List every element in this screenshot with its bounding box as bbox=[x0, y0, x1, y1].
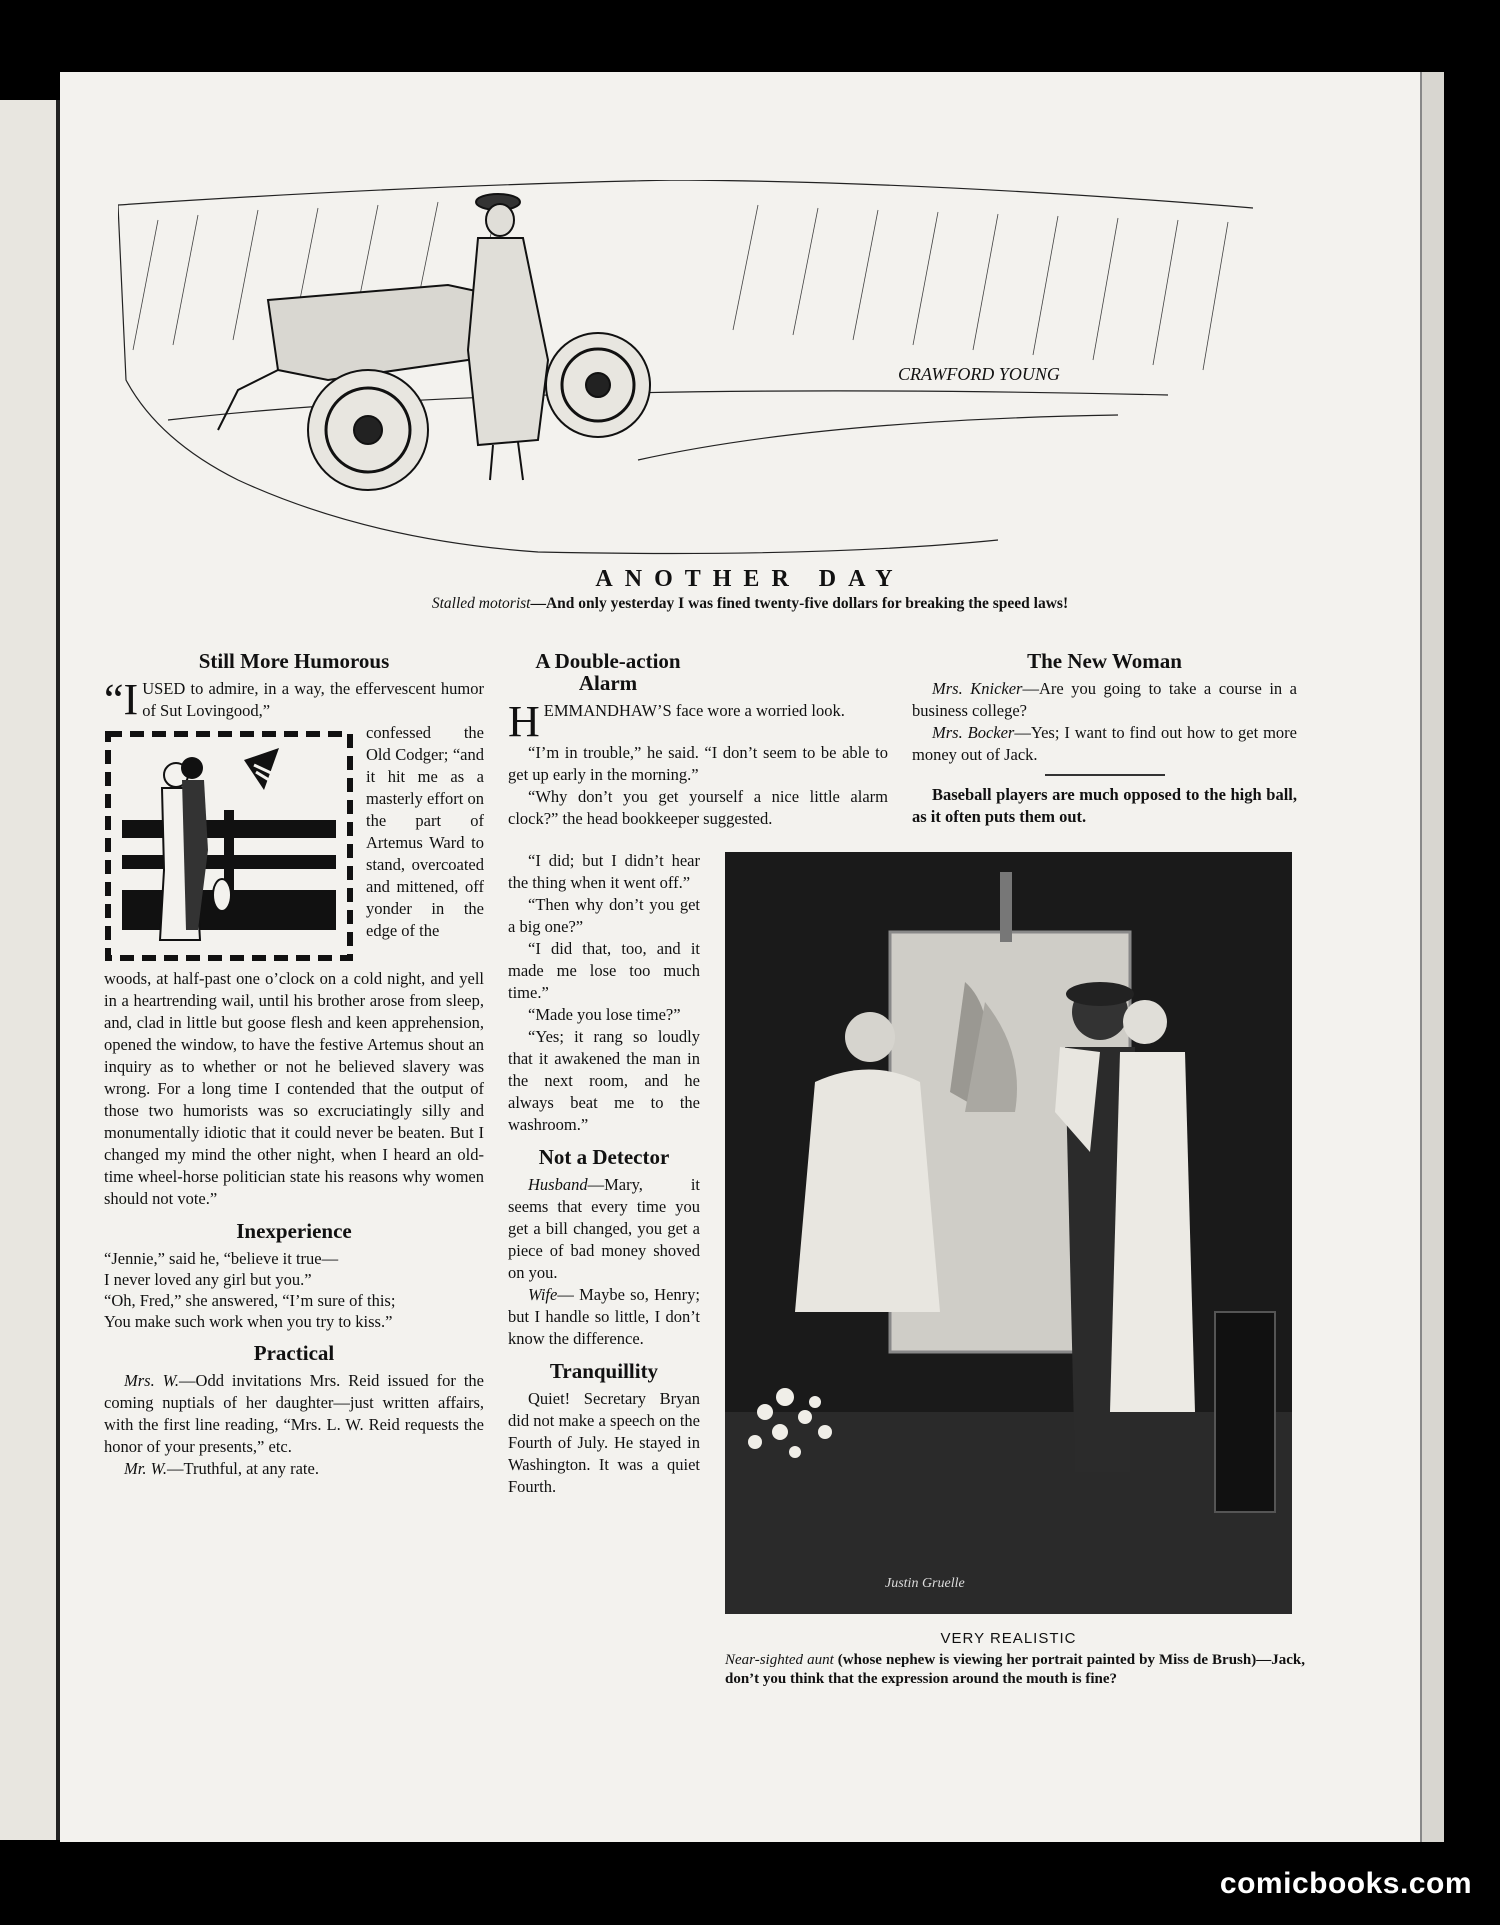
speaker: Mrs. Bocker bbox=[932, 723, 1015, 742]
drop-cap: “I bbox=[104, 675, 139, 724]
dialogue: — Maybe so, Henry; but I handle so little, I don’t know the difference. bbox=[508, 1285, 700, 1348]
poem-line: I never loved any girl but you.” bbox=[104, 1270, 312, 1289]
article-lead: EMMANDHAW’S face wore a worried look. bbox=[543, 701, 845, 720]
column-2 bbox=[508, 850, 700, 1498]
column-3 bbox=[912, 640, 1297, 828]
alarm-paragraph: “Then why don’t you get a big one?” bbox=[508, 895, 700, 936]
speaker: Husband bbox=[528, 1175, 588, 1194]
caption-text: —And only yesterday I was fined twenty-five dollars for breaking the speed laws! bbox=[530, 595, 1069, 612]
caption-text: (whose nephew is viewing her portrait painted by Miss de Brush)—Jack, don’t you think that the expression around the mouth is fine? bbox=[725, 1652, 1305, 1687]
alarm-paragraph: “Yes; it rang so loudly that it awakened the man in the next room, and he always beat me to the washroom.” bbox=[508, 1027, 700, 1134]
detector-line-2 bbox=[508, 1284, 700, 1350]
detector-line-1 bbox=[508, 1174, 700, 1284]
heading-still-more-humorous: Still More Humorous bbox=[198, 649, 390, 673]
baseball-paragraph: Baseball players are much opposed to the high ball, as it often puts them out. bbox=[912, 785, 1297, 826]
top-artist-signature: CRAWFORD YOUNG bbox=[898, 364, 1060, 384]
heading-not-a-detector: Not a Detector bbox=[538, 1145, 670, 1169]
drop-cap: H bbox=[508, 697, 540, 746]
caption-speaker: Stalled motorist bbox=[431, 595, 531, 612]
dialogue: —Yes; I want to find out how to get more money out of Jack. bbox=[912, 723, 1297, 764]
stalled-motorist-illustration bbox=[118, 180, 1253, 558]
new-woman-line-1 bbox=[912, 678, 1297, 722]
humorous-article bbox=[104, 675, 484, 1210]
poem-line: “Oh, Fred,” she answered, “I’m sure of this; bbox=[104, 1291, 396, 1310]
speaker: Mrs. Knicker bbox=[932, 679, 1023, 698]
right-illustration-title: VERY REALISTIC bbox=[940, 1630, 1077, 1647]
heading-the-new-woman: The New Woman bbox=[1027, 649, 1182, 673]
speaker: Mr. W. bbox=[124, 1459, 167, 1478]
adjacent-page-edge bbox=[0, 100, 56, 1840]
very-realistic-illustration bbox=[725, 852, 1292, 1614]
heading-tranquillity: Tranquillity bbox=[549, 1359, 659, 1383]
dialogue: —Mary, it seems that every time you get a bill changed, you get a piece of bad money shoved on you. bbox=[508, 1175, 700, 1282]
practical-line-2 bbox=[104, 1458, 484, 1480]
column-1 bbox=[104, 640, 484, 1480]
couple-vignette-illustration bbox=[104, 730, 354, 962]
heading-inexperience: Inexperience bbox=[236, 1219, 352, 1243]
right-artist-signature: Justin Gruelle bbox=[885, 1576, 965, 1591]
alarm-paragraph: “Made you lose time?” bbox=[528, 1005, 681, 1024]
speaker: Wife bbox=[528, 1285, 558, 1304]
speaker: Mrs. W. bbox=[124, 1371, 180, 1390]
practical-line-1 bbox=[104, 1370, 484, 1458]
caption-speaker: Near-sighted aunt bbox=[725, 1652, 834, 1668]
tranquillity-paragraph: Quiet! Secretary Bryan did not make a speech on the Fourth of July. He stayed in Washington. It was a quiet Fourth. bbox=[508, 1389, 700, 1496]
page-spine bbox=[1420, 72, 1444, 1842]
heading-double-action-alarm: A Double-action Alarm bbox=[535, 649, 681, 695]
heading-practical: Practical bbox=[253, 1341, 335, 1365]
article-lead: USED to admire, in a way, the effervescent humor of Sut Lovingood,” bbox=[142, 679, 484, 720]
alarm-paragraph: “I did; but I didn’t hear the thing when it went off.” bbox=[508, 851, 700, 892]
top-illustration-caption bbox=[0, 595, 1500, 613]
alarm-lead bbox=[508, 697, 888, 746]
site-watermark: comicbooks.com bbox=[1219, 1867, 1472, 1900]
alarm-paragraph: “I’m in trouble,” he said. “I don’t seem to be able to get up early in the morning.” bbox=[508, 743, 888, 784]
dialogue: —Are you going to take a course in a business college? bbox=[912, 679, 1297, 720]
inexperience-poem bbox=[104, 1248, 484, 1332]
new-woman-line-2 bbox=[912, 722, 1297, 766]
top-illustration-title: ANOTHER DAY bbox=[595, 566, 905, 592]
column-2-top bbox=[508, 640, 888, 830]
right-illustration-caption bbox=[725, 1651, 1305, 1689]
article-body: woods, at half-past one o’clock on a cold night, and yell in a heartrending wail, until his brother arose from sleep, and, clad in little but goose flesh and keen apprehension, opened the window, to have the festive Artemus shout an inquiry as to whether or not he believed slavery was wrong. For a long time I contended that the output of those two humorists was so excruciatingly silly and monumentally idiotic that it could never be beaten. But I changed my mind the other night, when I heard an old-time wheel-horse politician state his reasons why women should not vote.” bbox=[104, 969, 484, 1208]
dialogue: —Odd invitations Mrs. Reid issued for the coming nuptials of her daughter—just written affairs, with the first line reading, “Mrs. L. W. Reid requests the honor of your presents,” etc. bbox=[104, 1371, 484, 1456]
alarm-paragraph: “Why don’t you get yourself a nice little alarm clock?” the head bookkeeper suggested. bbox=[508, 787, 888, 828]
alarm-paragraph: “I did that, too, and it made me lose too much time.” bbox=[508, 939, 700, 1002]
dialogue: —Truthful, at any rate. bbox=[166, 1459, 319, 1478]
section-divider bbox=[1045, 774, 1165, 776]
wrapped-paragraph: confessed the Old Codger; “and it hit me as a masterly effort on the part of Artemus Ward to stand, overcoated and mittened, off yonder in the edge of the bbox=[366, 723, 484, 940]
poem-line: You make such work when you try to kiss.” bbox=[104, 1312, 393, 1331]
poem-line: “Jennie,” said he, “believe it true— bbox=[104, 1249, 339, 1268]
